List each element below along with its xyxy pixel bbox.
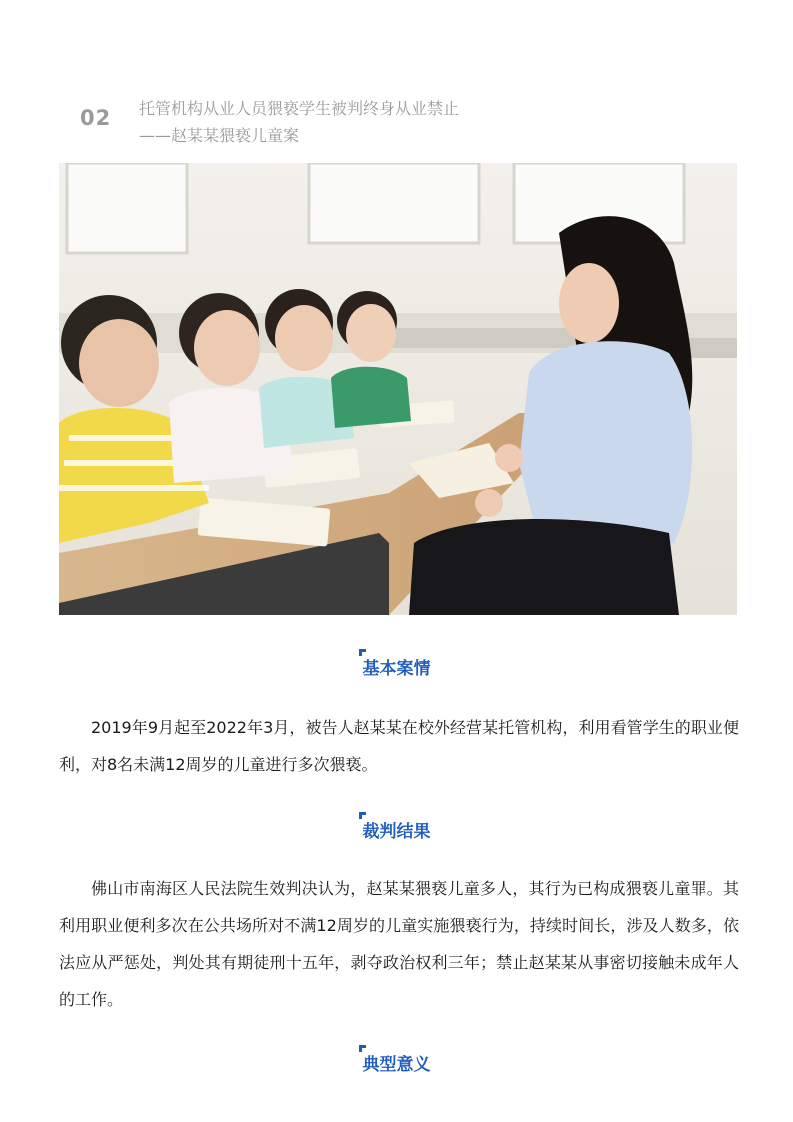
judgment-heading-text: 裁判结果 <box>362 822 431 842</box>
case-title-line-1: 托管机构从业人员猥亵学生被判终身从业禁止 <box>139 99 460 118</box>
case-number: 02 <box>80 106 112 130</box>
heading-corner-mark-icon <box>359 1045 366 1052</box>
basic-facts-heading <box>0 654 793 679</box>
case-photo <box>59 163 737 615</box>
significance-heading-text: 典型意义 <box>362 1055 431 1075</box>
classroom-illustration <box>59 163 737 615</box>
significance-heading <box>0 1050 793 1075</box>
judgment-heading <box>0 817 793 842</box>
judgment-paragraph: 佛山市南海区人民法院生效判决认为，赵某某猥亵儿童多人，其行为已构成猥亵儿童罪。其利用职业便利多次在公共场所对不满12周岁的儿童实施猥亵行为，持续时间长，涉及人数多，依法应从严惩处，判处其有期徒刑十五年，剥夺政治权利三年；禁止赵某某从事密切接触未成年人的工作。 <box>59 879 739 1009</box>
basic-facts-heading-inner <box>361 654 433 679</box>
case-title-line-2: ——赵某某猥亵儿童案 <box>139 126 300 145</box>
basic-facts-heading-text: 基本案情 <box>362 659 431 679</box>
significance-heading-inner <box>361 1050 433 1075</box>
case-title <box>139 95 459 149</box>
heading-corner-mark-icon <box>359 812 366 819</box>
heading-corner-mark-icon <box>359 649 366 656</box>
basic-facts-paragraph: 2019年9月起至2022年3月，被告人赵某某在校外经营某托管机构，利用看管学生的职业便利，对8名未满12周岁的儿童进行多次猥亵。 <box>59 718 739 774</box>
judgment-heading-inner <box>361 817 433 842</box>
